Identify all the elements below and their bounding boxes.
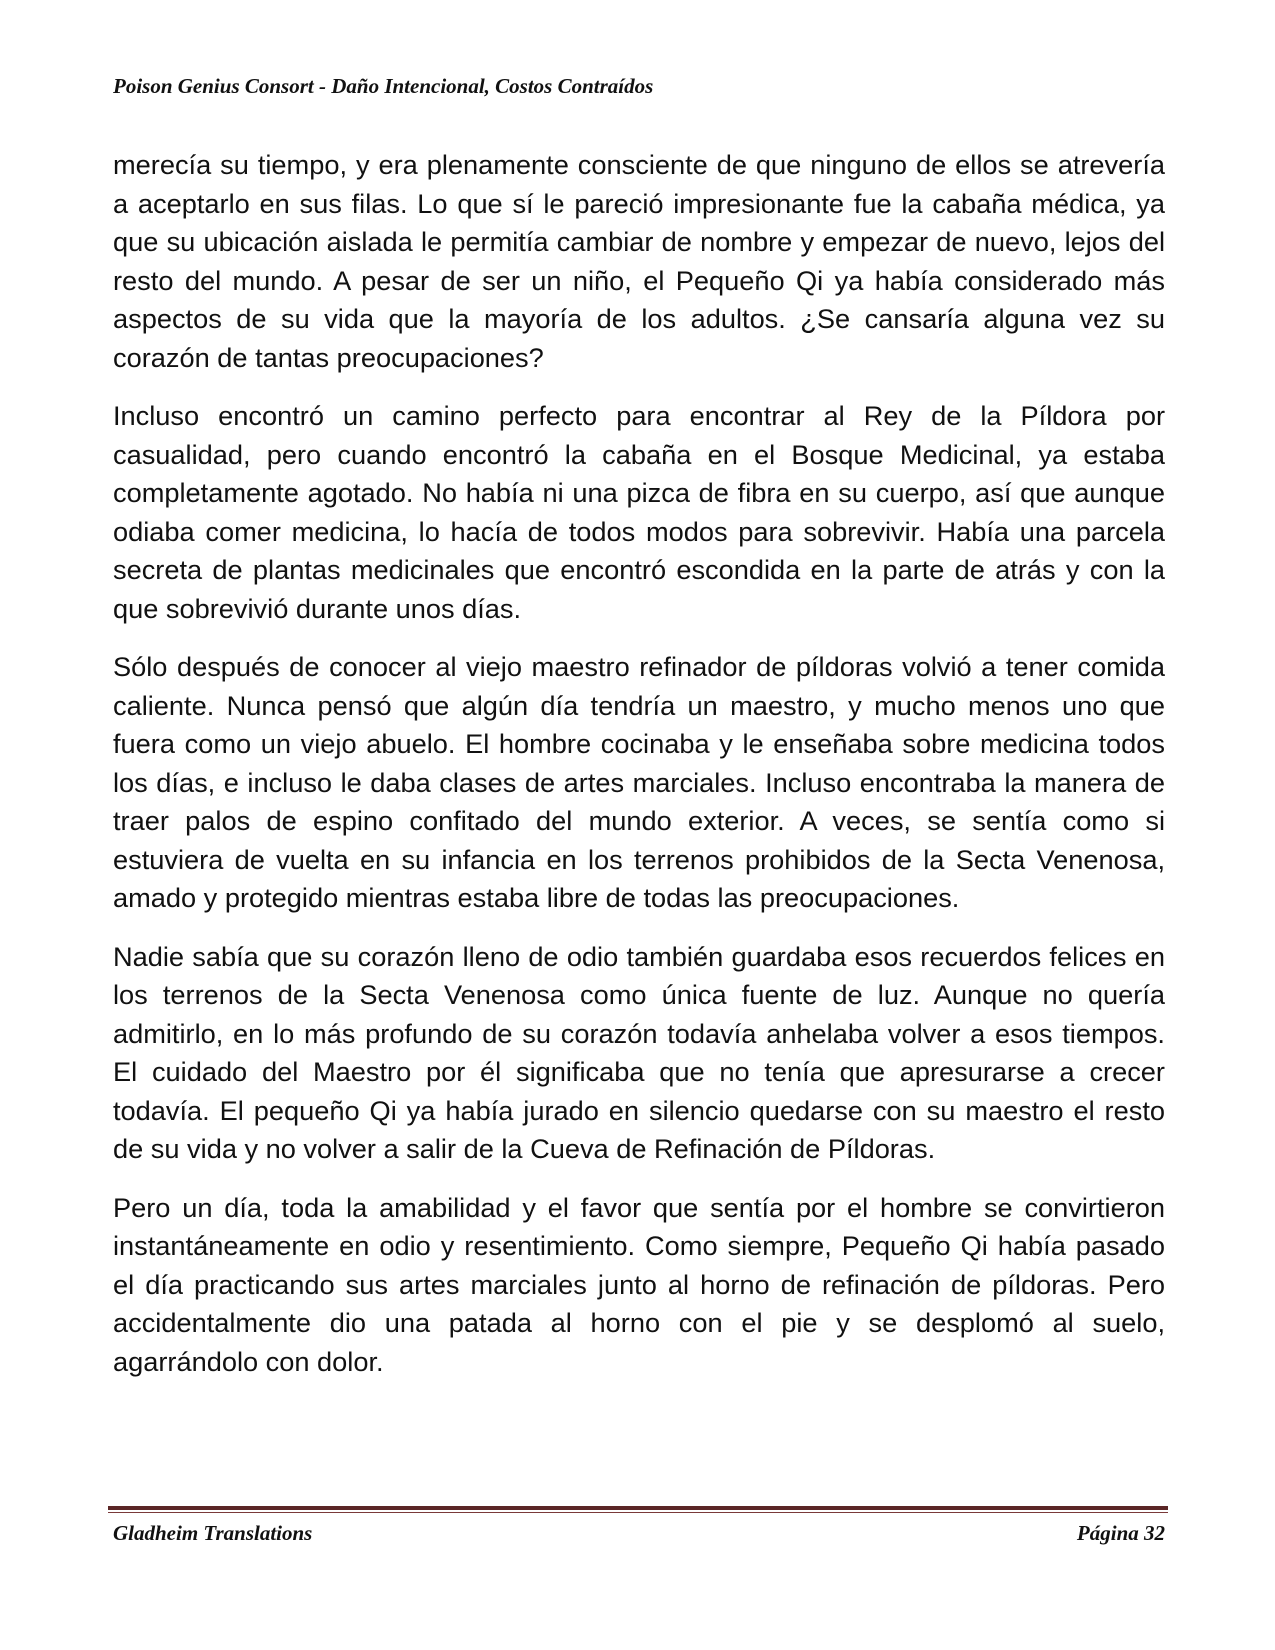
paragraph-1: merecía su tiempo, y era plenamente consciente de que ninguno de ellos se atrevería a aceptarlo en sus filas. Lo que sí le pareció impresionante fue la cabaña médica, ya que su ubicación aislada le permitía cambiar de nombre y empezar de nuevo, lejos del resto del mundo. A pesar de ser un niño, el Pequeño Qi ya había considerado más aspectos de su vida que la mayoría de los adultos. ¿Se cansaría alguna vez su corazón de tantas preocupaciones? [113, 149, 1165, 373]
paragraph-3: Sólo después de conocer al viejo maestro refinador de píldoras volvió a tener comida caliente. Nunca pensó que algún día tendría un maestro, y mucho menos uno que fuera como un viejo abuelo. El hombre cocinaba y le enseñaba sobre medicina todos los días, e incluso le daba clases de artes marciales. Incluso encontraba la manera de traer palos de espino confitado del mundo exterior. A veces, se sentía como si estuviera de vuelta en su infancia en los terrenos prohibidos de la Secta Venenosa, amado y protegido mientras estaba libre de todas las preocupaciones. [113, 651, 1165, 913]
footer-publisher: Gladheim Translations [113, 1521, 313, 1545]
footer-divider-thin [108, 1512, 1168, 1513]
paragraph-4: Nadie sabía que su corazón lleno de odio también guardaba esos recuerdos felices en los terrenos de la Secta Venenosa como única fuente de luz. Aunque no quería admitirlo, en lo más profundo de su corazón todavía anhelaba volver a esos tiempos. El cuidado del Maestro por él significaba que no tenía que apresurarse a crecer todavía. El pequeño Qi ya había jurado en silencio quedarse con su maestro el resto de su vida y no volver a salir de la Cueva de Refinación de Píldoras. [113, 940, 1165, 1164]
paragraph-5: Pero un día, toda la amabilidad y el favor que sentía por el hombre se convirtieron instantáneamente en odio y resentimiento. Como siempre, Pequeño Qi había pasado el día practicando sus artes marciales junto al horno de refinación de píldoras. Pero accidentalmente dio una patada al horno con el pie y se desplomó al suelo, agarrándolo con dolor. [113, 1191, 1165, 1377]
document-body [113, 146, 1165, 1401]
footer-divider [108, 1506, 1168, 1510]
footer-page-number: Página 32 [1076, 1521, 1165, 1545]
page-header-title: Poison Genius Consort - Daño Intencional, Costos Contraídos [113, 74, 654, 98]
paragraph-2: Incluso encontró un camino perfecto para encontrar al Rey de la Píldora por casualidad, pero cuando encontró la cabaña en el Bosque Medicinal, ya estaba completamente agotado. No había ni una pizca de fibra en su cuerpo, así que aunque odiaba comer medicina, lo hacía de todos modos para sobrevivir. Había una parcela secreta de plantas medicinales que encontró escondida en la parte de atrás y con la que sobrevivió durante unos días. [113, 400, 1165, 624]
